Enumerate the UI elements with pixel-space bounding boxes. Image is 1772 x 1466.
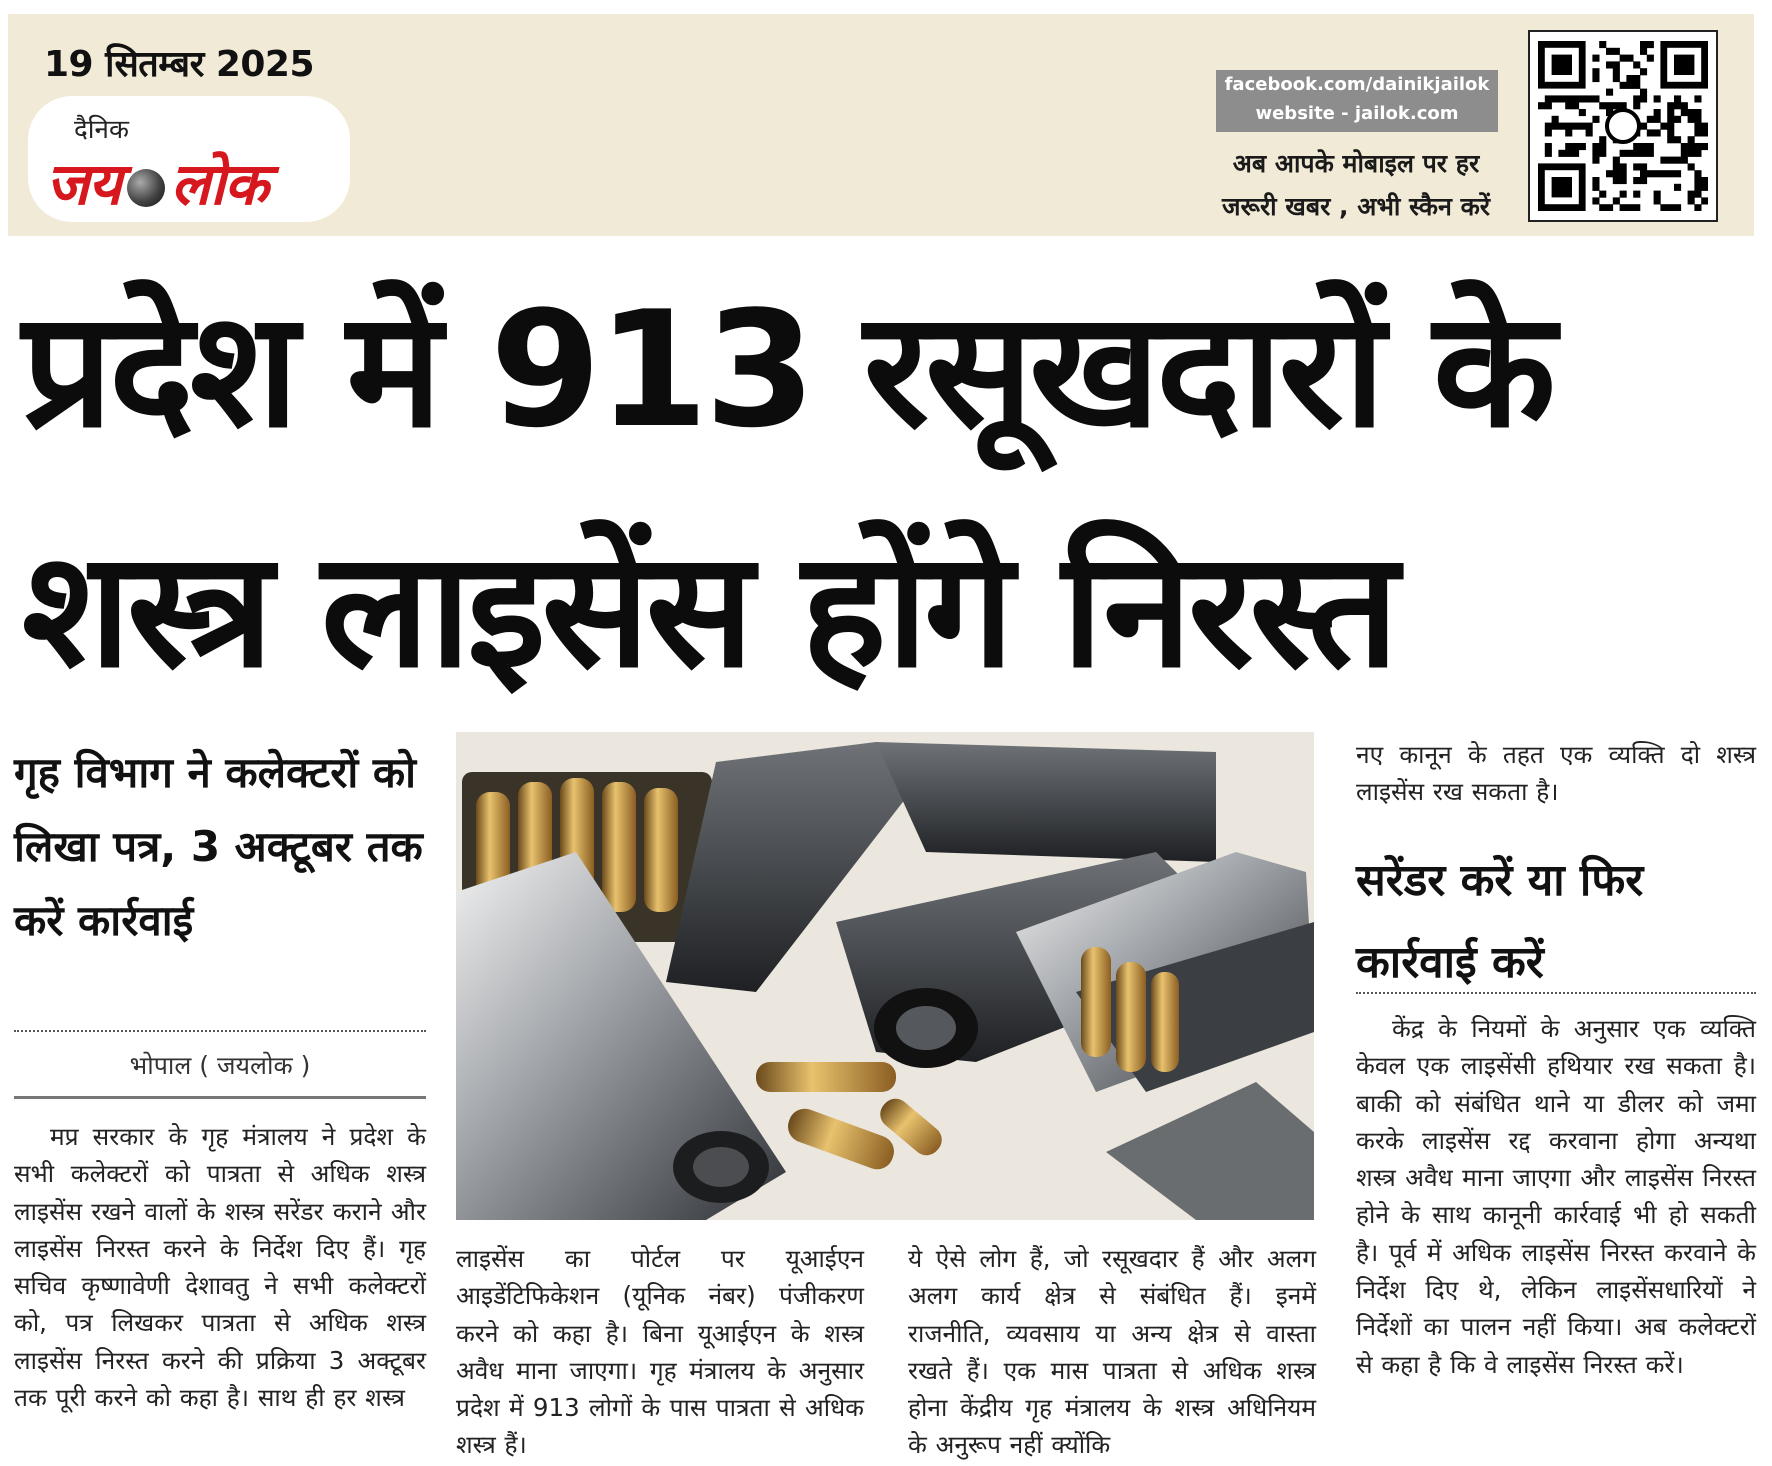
middle-column-2-text: ये ऐसे लोग हैं, जो रसूखदार हैं और अलग अलग कार्य क्षेत्र से संबंधित हैं। इनमें राजनीति, व्यवसाय या अन्य क्षेत्र से वास्ता रखते हैं। एक मास पात्रता से अधिक शस्त्र होना केंद्रीय गृह मंत्रालय के शस्त्र अधिनियम के अनुरूप नहीं क्योंकि bbox=[908, 1244, 1316, 1460]
qr-code-icon bbox=[1528, 30, 1718, 222]
logo-right-word: लोक bbox=[170, 150, 268, 218]
right-body-text: केंद्र के नियमों के अनुसार एक व्यक्ति केवल एक लाइसेंसी हथियार रख सकता है। बाकी को संबंधित थाने या डीलर को जमा करके लाइसेंस रद्द करवाना होगा अन्यथा शस्त्र अवैध माना जाएगा और लाइसेंस निरस्त होने के साथ कानूनी कार्रवाई भी हो सकती है। पूर्व में अधिक लाइसेंस निरस्त करवाने के निर्देश दिए थे, लेकिन लाइसेंसधारियों ने निर्देशों का पालन नहीं किया। अब कलेक्टरों से कहा है कि वे लाइसेंस निरस्त करें। bbox=[1356, 1014, 1756, 1379]
scan-promo bbox=[1204, 142, 1508, 228]
guns-photo bbox=[456, 732, 1314, 1220]
social-links-box bbox=[1216, 70, 1498, 132]
newspaper-logo bbox=[28, 96, 350, 222]
main-headline bbox=[22, 250, 1762, 730]
logo-left-word: जय bbox=[46, 150, 121, 218]
right-subheadline: सरेंडर करें या फिर कार्रवाई करें bbox=[1356, 855, 1644, 988]
promo-line-1: अब आपके मोबाइल पर हर bbox=[1232, 149, 1480, 178]
headline-line-1: प्रदेश में 913 रसूखदारों के bbox=[22, 276, 1552, 463]
issue-date: 19 सितम्बर 2025 bbox=[44, 44, 315, 85]
headline-line-2: शस्त्र लाइसेंस होंगे निरस्त bbox=[22, 516, 1395, 703]
dateline: भोपाल ( जयलोक ) bbox=[129, 1051, 311, 1080]
website-link: website - jailok.com bbox=[1255, 103, 1459, 124]
divider-dotted bbox=[14, 1030, 426, 1032]
facebook-link: facebook.com/dainikjailok bbox=[1224, 74, 1490, 95]
middle-column-1-text: लाइसेंस का पोर्टल पर यूआईएन आइडेंटिफिकेशन (यूनिक नंबर) पंजीकरण करने को कहा है। बिना यूआईएन के शस्त्र अवैध माना जाएगा। गृह मंत्रालय के अनुसार प्रदेश में 913 लोगों के पास पात्रता से अधिक शस्त्र हैं। bbox=[456, 1244, 864, 1460]
promo-line-2: जरूरी खबर , अभी स्कैन करें bbox=[1221, 192, 1491, 221]
left-subheadline: गृह विभाग ने कलेक्टरों को लिखा पत्र, 3 अक्टूबर तक करें कार्रवाई bbox=[14, 748, 423, 945]
masthead bbox=[8, 14, 1754, 236]
divider-solid bbox=[14, 1096, 426, 1099]
divider-dotted bbox=[1356, 992, 1756, 994]
logo-wordmark bbox=[46, 142, 268, 221]
logo-dainik-text: दैनिक bbox=[74, 115, 129, 145]
left-body-text: मप्र सरकार के गृह मंत्रालय ने प्रदेश के सभी कलेक्टरों को पात्रता से अधिक शस्त्र लाइसेंस रखने वालों के शस्त्र सरेंडर कराने और लाइसेंस निरस्त करने के निर्देश दिए हैं। गृह सचिव कृष्णावेणी देशावतु ने सभी कलेक्टरों को, पत्र लिखकर पात्रता से अधिक शस्त्र लाइसेंस निरस्त करने की प्रक्रिया 3 अक्टूबर तक पूरी करने को कहा है। साथ ही हर शस्त्र bbox=[14, 1122, 426, 1413]
globe-icon bbox=[127, 169, 165, 207]
right-intro-text: नए कानून के तहत एक व्यक्ति दो शस्त्र लाइसेंस रख सकता है। bbox=[1356, 740, 1756, 807]
